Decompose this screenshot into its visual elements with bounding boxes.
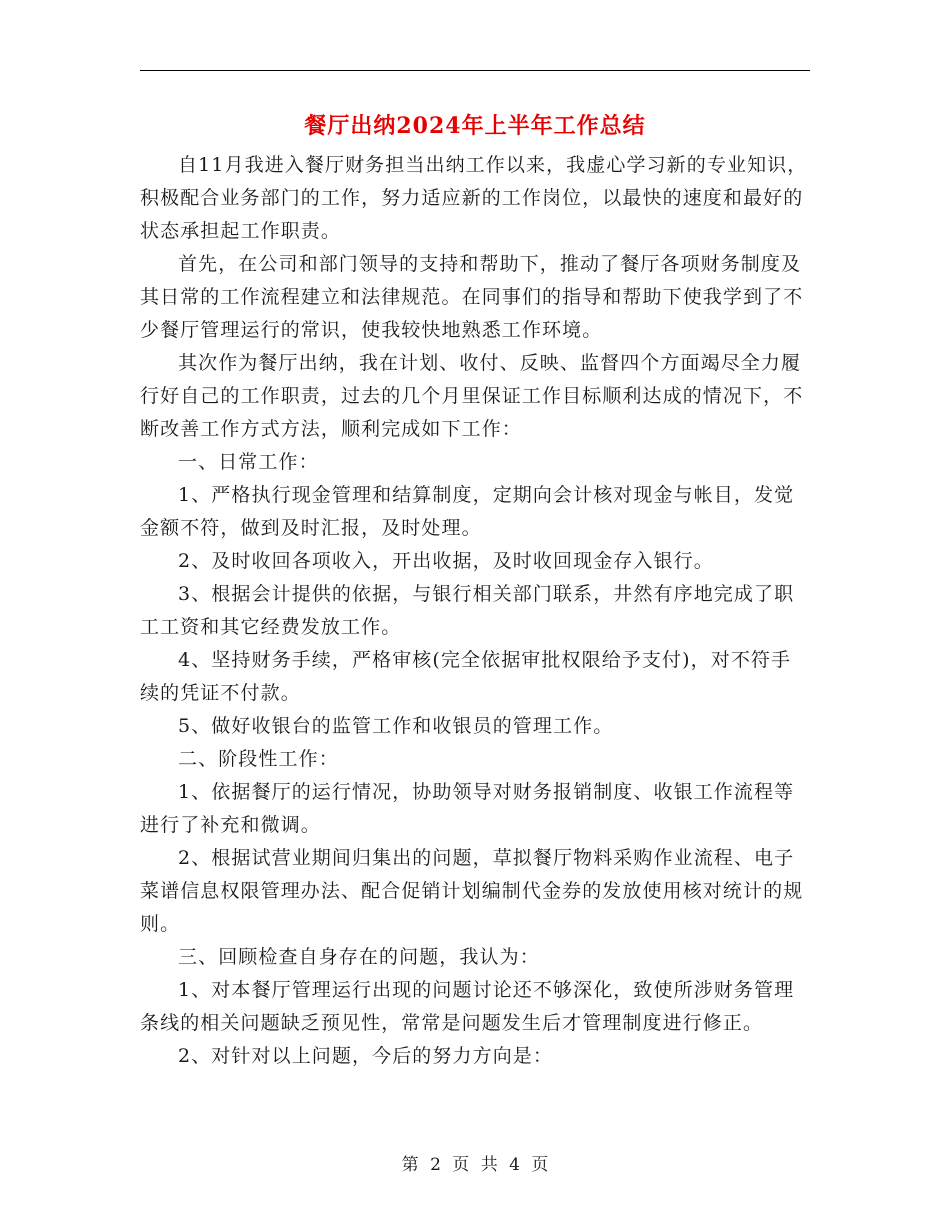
- paragraph: 首先，在公司和部门领导的支持和帮助下，推动了餐厅各项财务制度及其日常的工作流程建立和法律规范。在同事们的指导和帮助下使我学到了不少餐厅管理运行的常识，使我较快地熟悉工作环境。: [140, 253, 804, 341]
- paragraph: 自11月我进入餐厅财务担当出纳工作以来，我虚心学习新的专业知识，积极配合业务部门的工作，努力适应新的工作岗位，以最快的速度和最好的状态承担起工作职责。: [140, 154, 808, 242]
- list-item: 2、及时收回各项收入，开出收据，及时收回现金存入银行。: [178, 550, 714, 572]
- list-item: 1、依据餐厅的运行情况，协助领导对财务报销制度、收银工作流程等进行了补充和微调。: [140, 781, 795, 836]
- list-item: 2、根据试营业期间归集出的问题，草拟餐厅物料采购作业流程、电子菜谱信息权限管理办法、配合促销计划编制代金券的发放使用核对统计的规则。: [140, 847, 804, 935]
- list-item: 3、根据会计提供的依据，与银行相关部门联系，井然有序地完成了职工工资和其它经费发放工作。: [140, 583, 795, 638]
- document-body: [140, 149, 810, 1073]
- list-item: 2、对针对以上问题，今后的努力方向是：: [178, 1045, 553, 1067]
- document-title: 餐厅出纳2024年上半年工作总结: [304, 113, 646, 139]
- paragraph: 其次作为餐厅出纳，我在计划、收付、反映、监督四个方面竭尽全力履行好自己的工作职责，过去的几个月里保证工作目标顺利达成的情况下，不断改善工作方式方法，顺利完成如下工作：: [140, 352, 804, 440]
- list-item: 1、对本餐厅管理运行出现的问题讨论还不够深化，致使所涉财务管理条线的相关问题缺乏预见性，常常是问题发生后才管理制度进行修正。: [140, 979, 795, 1034]
- section-heading: 二、阶段性工作：: [178, 748, 339, 770]
- header-rule: [140, 70, 810, 71]
- page-number: 第 2 页 共 4 页: [401, 1155, 549, 1175]
- list-item: 4、坚持财务手续，严格审核(完全依据审批权限给予支付)，对不符手续的凭证不付款。: [140, 649, 792, 704]
- section-heading: 一、日常工作：: [178, 451, 319, 473]
- section-heading: 三、回顾检查自身存在的问题，我认为：: [178, 946, 540, 968]
- list-item: 1、严格执行现金管理和结算制度，定期向会计核对现金与帐目，发觉金额不符，做到及时汇报，及时处理。: [140, 484, 795, 539]
- list-item: 5、做好收银台的监管工作和收银员的管理工作。: [178, 715, 614, 737]
